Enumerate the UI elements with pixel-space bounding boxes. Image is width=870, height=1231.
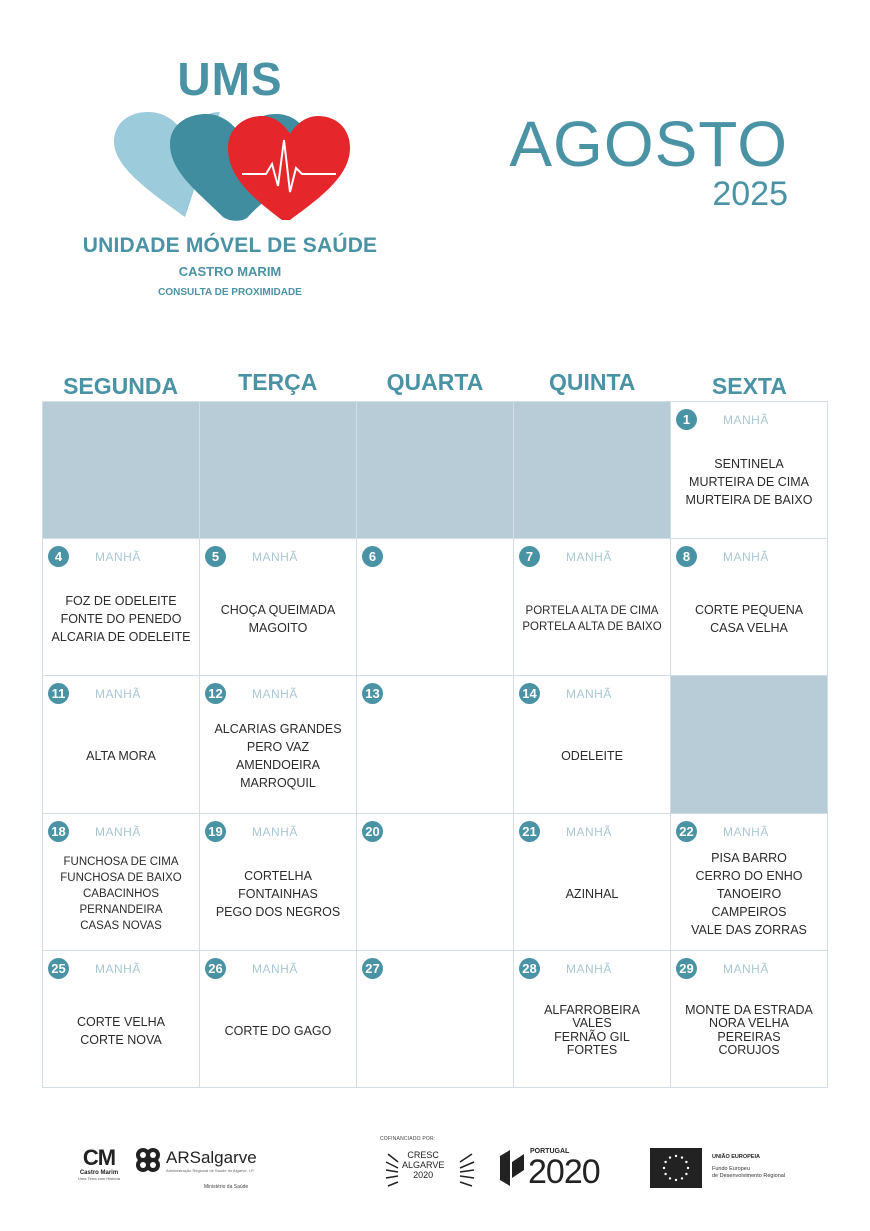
cresc-line3: 2020 <box>413 1170 434 1180</box>
place-name: FUNCHOSA DE CIMA <box>63 855 179 868</box>
period-label: MANHÃ <box>723 413 769 427</box>
period-label: MANHÃ <box>252 550 298 565</box>
places-list <box>671 432 827 532</box>
day-number-badge: 18 <box>48 821 69 842</box>
period-label: MANHÃ <box>252 961 298 976</box>
castro-marim-name: Castro Marim <box>79 1170 119 1176</box>
period-label: MANHÃ <box>566 961 612 976</box>
place-name: CORTELHA <box>244 868 312 883</box>
day-number-badge: 14 <box>519 683 540 704</box>
calendar-cell <box>200 676 357 813</box>
day-number-badge: 25 <box>48 958 69 979</box>
calendar-cell <box>43 539 200 676</box>
place-name: FONTAINHAS <box>238 886 318 901</box>
places-list <box>200 844 356 944</box>
day-number-badge: 11 <box>48 683 69 704</box>
calendar-cell <box>357 676 514 813</box>
place-name: FONTE DO PENEDO <box>60 612 182 627</box>
brand-tagline: CONSULTA DE PROXIMIDADE <box>158 287 302 298</box>
place-name: CASAS NOVAS <box>80 919 162 932</box>
eu-logo <box>650 1148 820 1188</box>
weekday-tuesday: TERÇA <box>238 369 318 395</box>
places-list <box>671 844 827 944</box>
calendar-cell <box>671 539 828 676</box>
weekday-wednesday: QUARTA <box>386 369 484 395</box>
cresc-line1: CRESC <box>407 1150 439 1160</box>
calendar-cell <box>514 539 671 676</box>
places-list <box>43 569 199 669</box>
place-name: MONTE DA ESTRADA <box>685 1002 813 1017</box>
ars-ministry: Ministério da Saúde <box>204 1184 249 1190</box>
place-name: MURTEIRA DE BAIXO <box>685 493 813 508</box>
day-number-badge: 5 <box>205 546 226 567</box>
place-name: PISA BARRO <box>711 850 787 865</box>
place-name: FUNCHOSA DE BAIXO <box>60 871 182 884</box>
calendar-cell <box>357 814 514 951</box>
place-name: CHOÇA QUEIMADA <box>220 603 336 618</box>
place-name: CORUJOS <box>718 1043 780 1058</box>
places-list <box>514 569 670 669</box>
places-list <box>671 569 827 669</box>
calendar-cell <box>200 539 357 676</box>
place-name: VALE DAS ZORRAS <box>691 922 807 937</box>
place-name: ODELEITE <box>561 749 623 764</box>
day-number-badge: 20 <box>362 821 383 842</box>
calendar-cell <box>357 951 514 1088</box>
weekday-thursday: QUINTA <box>548 369 636 395</box>
footer-logos <box>0 1130 870 1200</box>
calendar-cell-empty <box>671 676 828 813</box>
places-list <box>43 981 199 1081</box>
place-name: ALFARROBEIRA <box>544 1002 640 1017</box>
calendar-cell-empty <box>200 402 357 539</box>
place-name: CAMPEIROS <box>711 904 787 919</box>
period-label: MANHÃ <box>95 961 141 976</box>
calendar-cell <box>200 951 357 1088</box>
portugal-2020-mark-icon <box>498 1148 526 1188</box>
day-number-badge: 29 <box>676 958 697 979</box>
eu-flag-icon <box>650 1148 702 1188</box>
calendar-cell <box>671 402 828 539</box>
day-number-badge: 21 <box>519 821 540 842</box>
day-number-badge: 13 <box>362 683 383 704</box>
eu-title: UNIÃO EUROPEIA <box>712 1154 760 1160</box>
calendar-cell-empty <box>357 402 514 539</box>
calendar-cell <box>514 951 671 1088</box>
place-name: PORTELA ALTA DE BAIXO <box>522 621 662 634</box>
calendar-cell <box>514 814 671 951</box>
castro-marim-logo <box>74 1146 124 1181</box>
period-label: MANHÃ <box>95 687 141 702</box>
places-list <box>200 706 356 806</box>
places-list <box>200 981 356 1081</box>
place-name: PERNANDEIRA <box>79 903 163 916</box>
portugal-year: 2020 <box>528 1153 600 1191</box>
day-number-badge: 26 <box>205 958 226 979</box>
calendar-cell-empty <box>514 402 671 539</box>
place-name: TANOEIRO <box>716 886 782 901</box>
places-list <box>200 569 356 669</box>
calendar-cell-empty <box>43 402 200 539</box>
weekday-friday: SEXTA <box>711 373 787 399</box>
cresc-line2: ALGARVE <box>402 1160 445 1170</box>
period-label: MANHÃ <box>723 824 769 839</box>
day-number-badge: 12 <box>205 683 226 704</box>
calendar-cell <box>357 539 514 676</box>
place-name: PEREIRAS <box>717 1029 781 1044</box>
place-name: CABACINHOS <box>82 887 160 900</box>
day-number-badge: 7 <box>519 546 540 567</box>
place-name: CORTE PEQUENA <box>694 603 804 618</box>
place-name: PEGO DOS NEGROS <box>215 904 341 919</box>
calendar-cell <box>43 676 200 813</box>
place-name: SENTINELA <box>714 457 784 472</box>
eu-fund-line1: Fundo Europeu <box>712 1166 750 1172</box>
places-list <box>514 981 670 1081</box>
place-name: CORTE NOVA <box>80 1032 162 1047</box>
place-name: AMENDOEIRA <box>235 758 321 773</box>
castro-marim-mark: CM <box>82 1145 116 1170</box>
place-name: CORTE DO GAGO <box>224 1023 332 1038</box>
weekday-monday: SEGUNDA <box>63 373 179 399</box>
place-name: FERNÃO GIL <box>554 1029 630 1044</box>
place-name: MARROQUIL <box>240 776 316 791</box>
day-number-badge: 28 <box>519 958 540 979</box>
place-name: FOZ DE ODELEITE <box>65 594 177 609</box>
day-number-badge: 8 <box>676 546 697 567</box>
calendar-cell <box>671 814 828 951</box>
calendar-cell <box>671 951 828 1088</box>
ums-logo <box>60 52 400 298</box>
places-list <box>514 706 670 806</box>
calendar-cell <box>514 676 671 813</box>
day-number-badge: 19 <box>205 821 226 842</box>
cresc-algarve-logo <box>384 1148 476 1192</box>
period-label: MANHÃ <box>723 550 769 565</box>
calendar-cell <box>200 814 357 951</box>
place-name: PERO VAZ <box>246 740 310 755</box>
place-name: CORTE VELHA <box>77 1014 165 1029</box>
castro-marim-sub: Uma Terra com História <box>78 1176 120 1181</box>
place-name: VALES <box>572 1016 612 1031</box>
brand-subtitle: CASTRO MARIM <box>178 264 282 279</box>
places-list <box>43 844 199 944</box>
place-name: ALCARIAS GRANDES <box>214 722 342 737</box>
place-name: MURTEIRA DE CIMA <box>689 475 809 490</box>
place-name: ALTA MORA <box>86 749 156 764</box>
day-number-badge: 1 <box>676 409 697 430</box>
ars-sub: Administração Regional de Saúde do Algarve, I.P. <box>166 1168 255 1173</box>
period-label: MANHÃ <box>252 824 298 839</box>
places-list <box>43 706 199 806</box>
weekday-headers <box>42 364 828 404</box>
portugal-label: PORTUGAL <box>530 1148 570 1155</box>
brand-title: UNIDADE MÓVEL DE SAÚDE <box>82 234 378 257</box>
eu-fund-line2: de Desenvolvimento Regional <box>712 1173 786 1179</box>
period-label: MANHÃ <box>566 550 612 565</box>
ars-name: ARSalgarve <box>166 1148 257 1167</box>
hearts-icon <box>110 112 350 222</box>
period-label: MANHÃ <box>95 550 141 565</box>
place-name: CASA VELHA <box>710 621 788 636</box>
places-list <box>514 844 670 944</box>
place-name: AZINHAL <box>565 886 619 901</box>
place-name: FORTES <box>566 1043 618 1058</box>
place-name: CERRO DO ENHO <box>695 868 803 883</box>
period-label: MANHÃ <box>252 687 298 702</box>
place-name: MAGOITO <box>248 621 308 636</box>
period-label: MANHÃ <box>566 824 612 839</box>
period-label: MANHÃ <box>723 961 769 976</box>
day-number-badge: 6 <box>362 546 383 567</box>
place-name: ALCARIA DE ODELEITE <box>51 630 191 645</box>
year-title: 2025 <box>712 175 788 213</box>
portugal-2020-logo <box>498 1146 628 1190</box>
period-label: MANHÃ <box>566 687 612 702</box>
ars-flower-icon <box>134 1146 162 1174</box>
place-name: PORTELA ALTA DE CIMA <box>525 605 659 618</box>
calendar-grid <box>42 401 828 1088</box>
calendar-cell <box>43 951 200 1088</box>
place-name: NORA VELHA <box>709 1016 789 1031</box>
cofinanced-label: COFINANCIADO POR: <box>380 1136 436 1142</box>
day-number-badge: 4 <box>48 546 69 567</box>
day-number-badge: 22 <box>676 821 697 842</box>
day-number-badge: 27 <box>362 958 383 979</box>
month-title: AGOSTO <box>509 108 788 180</box>
period-label: MANHÃ <box>95 824 141 839</box>
brand-acronym: UMS <box>177 53 283 105</box>
cresc-text <box>402 1150 444 1180</box>
calendar-cell <box>43 814 200 951</box>
places-list <box>671 981 827 1081</box>
